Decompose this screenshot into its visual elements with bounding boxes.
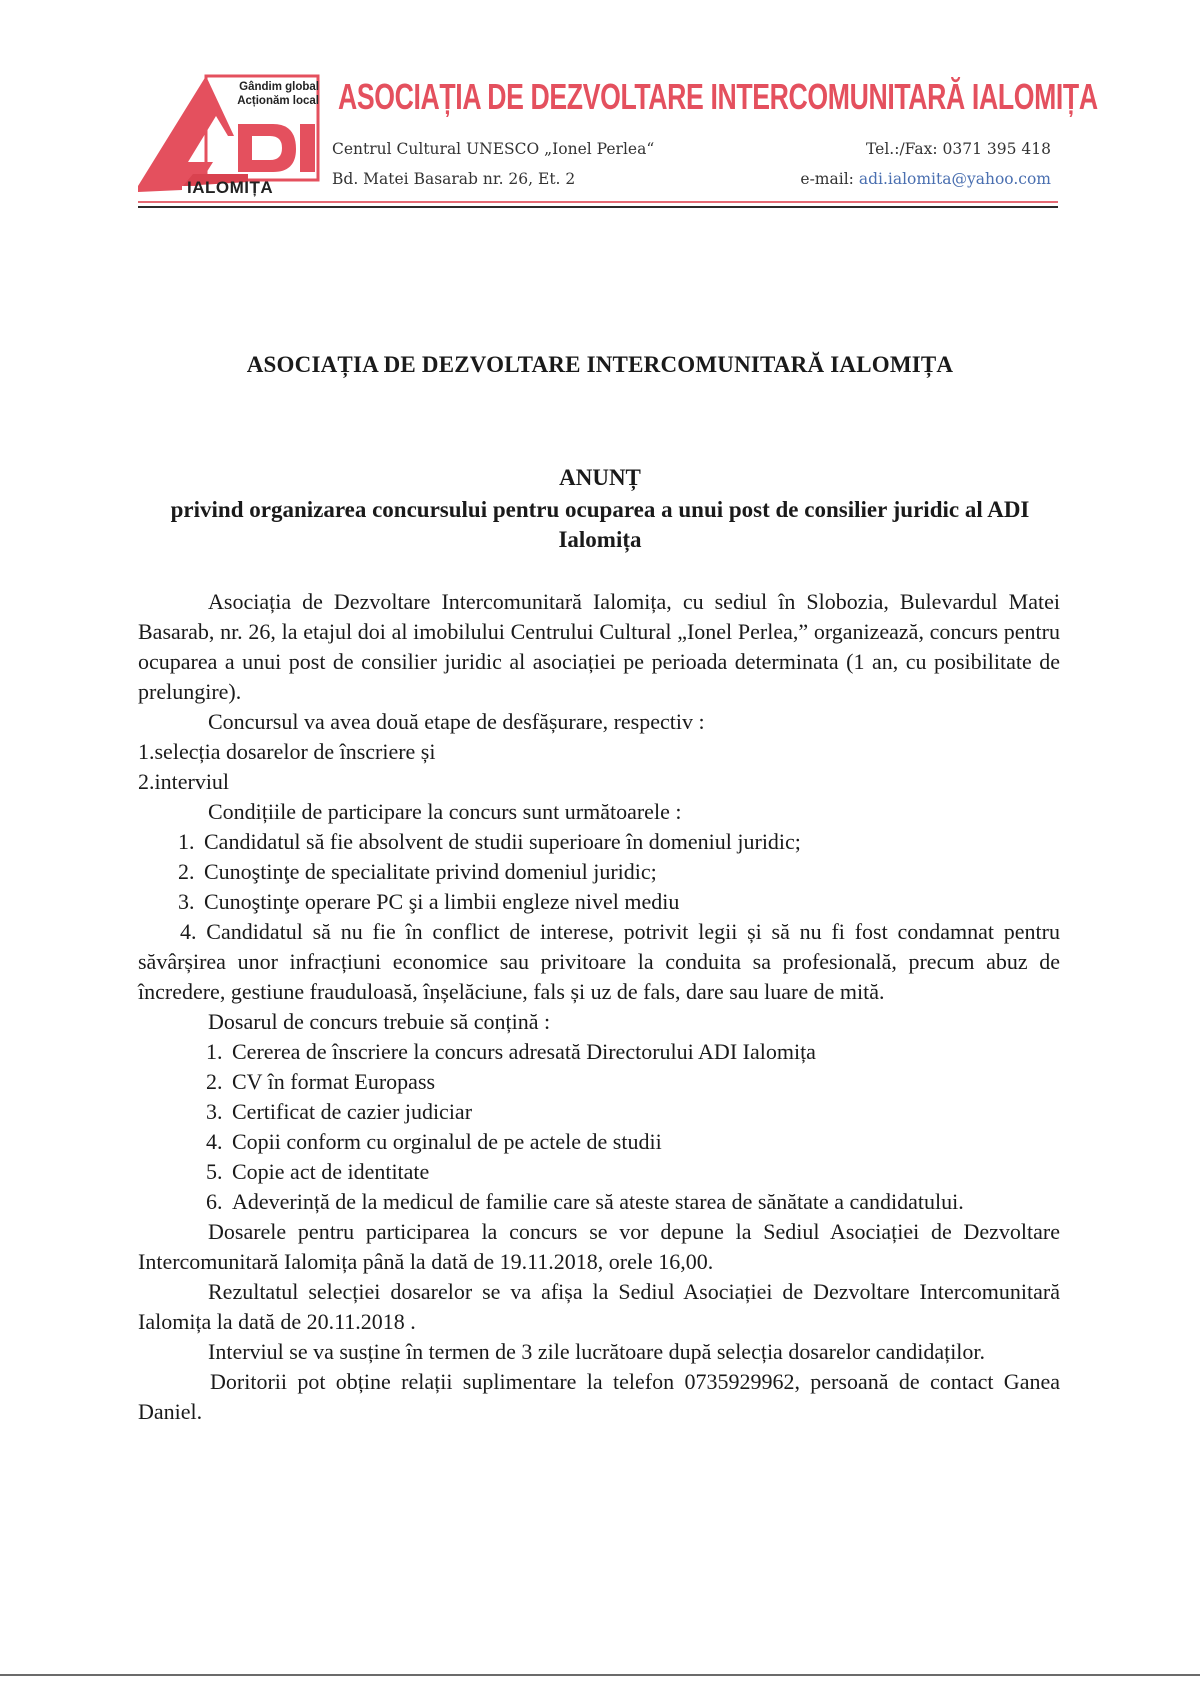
- intro-paragraph: Asociația de Dezvoltare Intercomunitară Ialomița, cu sediul în Slobozia, Bulevardul Matei Basarab, nr. 26, la etajul doi al imobilului Centrului Cultural „Ionel Perlea,” organizează, concurs pentru ocuparea a unui post de consilier juridic al asociației pe perioada determinata (1 an, cu posibilitate de prelungire).: [138, 589, 1060, 704]
- address-line-2: Bd. Matei Basarab nr. 26, Et. 2: [332, 170, 576, 188]
- email-link[interactable]: adi.ialomita@yahoo.com: [858, 170, 1051, 188]
- dossier-text: Copie act de identitate: [232, 1159, 430, 1184]
- dossier-intro: Dosarul de concurs trebuie să conțină :: [208, 1009, 551, 1034]
- dossier-item: [138, 1127, 1060, 1157]
- address-line-1: Centrul Cultural UNESCO „Ionel Perlea“: [332, 140, 655, 158]
- condition-number: 1.: [178, 829, 195, 854]
- dossier-item: [138, 1157, 1060, 1187]
- email-label: e-mail:: [800, 170, 854, 188]
- motto-line-1: Gândim global: [239, 81, 319, 93]
- dossier-number: 5.: [206, 1159, 223, 1184]
- dossier-text: CV în format Europass: [232, 1069, 436, 1094]
- document-body: [138, 587, 1060, 1427]
- header-rule-red: [138, 201, 1058, 203]
- dossier-list: [138, 1037, 1060, 1217]
- organization-banner: ASOCIAȚIA DE DEZVOLTARE INTERCOMUNITARĂ IALOMIȚA: [338, 76, 1098, 117]
- logo-place-name: IALOMIȚA: [187, 178, 274, 197]
- motto-line-2: Acționăm local: [237, 95, 319, 107]
- condition-item-4: 4. Candidatul să nu fie în conflict de interese, potrivit legii și să nu fi fost condamnat pentru săvârșirea unor infracțiuni economice sau privitoare la conduita sa profesională, precum abuz de încredere, gestiune frauduloasă, înșelăciune, fals și uz de fals, dare sau luare de mită.: [138, 919, 1060, 1004]
- phone-label: Tel.:/Fax:: [866, 140, 938, 158]
- condition-text: Cunoştinţe operare PC şi a limbii engleze nivel mediu: [204, 889, 680, 914]
- letterhead: [138, 74, 1098, 214]
- email: [800, 170, 1051, 188]
- stage-item: 1.selecția dosarelor de înscriere și: [138, 739, 436, 764]
- condition-item: [138, 857, 1060, 887]
- phone-value: 0371 395 418: [942, 140, 1051, 158]
- condition-text: Cunoştinţe de specialitate privind domeniul juridic;: [204, 859, 657, 884]
- interview-paragraph: Interviul se va susține în termen de 3 zile lucrătoare după selecția dosarelor candidaților.: [208, 1339, 986, 1364]
- submission-paragraph: Dosarele pentru participarea la concurs se vor depune la Sediul Asociației de Dezvoltare Intercomunitară Ialomița până la dată de 19.11.2018, orele 16,00.: [138, 1219, 1060, 1274]
- phone-fax: [866, 140, 1051, 158]
- dossier-item: [138, 1037, 1060, 1067]
- dossier-item: [138, 1187, 1060, 1217]
- dossier-item: [138, 1067, 1060, 1097]
- condition-item: [138, 827, 1060, 857]
- dossier-text: Adeverință de la medicul de familie care să ateste starea de sănătate a candidatului.: [232, 1189, 964, 1214]
- document-org-title: ASOCIAȚIA DE DEZVOLTARE INTERCOMUNITARĂ IALOMIȚA: [246, 352, 954, 377]
- dossier-item: [138, 1097, 1060, 1127]
- logo-motto: [237, 80, 319, 108]
- dossier-number: 4.: [206, 1129, 223, 1154]
- footer-rule: [0, 1674, 1200, 1676]
- conditions-intro: Condițiile de participare la concurs sunt următoarele :: [208, 799, 682, 824]
- conditions-list: [138, 827, 1060, 917]
- condition-item: [138, 887, 1060, 917]
- announcement-subtitle: privind organizarea concursului pentru ocuparea a unui post de consilier juridic al ADI Ialomița: [170, 497, 1030, 552]
- condition-text: Candidatul să fie absolvent de studii superioare în domeniul juridic;: [204, 829, 801, 854]
- stage-item: 2.interviul: [138, 769, 230, 794]
- results-paragraph: Rezultatul selecției dosarelor se va afișa la Sediul Asociației de Dezvoltare Intercomunitară Ialomița la dată de 20.11.2018 .: [138, 1279, 1060, 1334]
- dossier-text: Copii conform cu orginalul de pe actele de studii: [232, 1129, 662, 1154]
- adi-logo: [138, 74, 323, 199]
- stages-intro: Concursul va avea două etape de desfășurare, respectiv :: [208, 709, 705, 734]
- dossier-text: Cererea de înscriere la concurs adresată Directorului ADI Ialomița: [232, 1039, 816, 1064]
- header-rule-black: [138, 206, 1058, 208]
- announcement-title: ANUNȚ: [559, 465, 641, 490]
- condition-number: 3.: [178, 889, 195, 914]
- contact-paragraph: Doritorii pot obține relații suplimentare la telefon 0735929962, persoană de contact Ganea Daniel.: [138, 1369, 1060, 1424]
- condition-number: 2.: [178, 859, 195, 884]
- dossier-number: 1.: [206, 1039, 223, 1064]
- dossier-text: Certificat de cazier judiciar: [232, 1099, 473, 1124]
- dossier-number: 2.: [206, 1069, 223, 1094]
- dossier-number: 3.: [206, 1099, 223, 1124]
- dossier-number: 6.: [206, 1189, 223, 1214]
